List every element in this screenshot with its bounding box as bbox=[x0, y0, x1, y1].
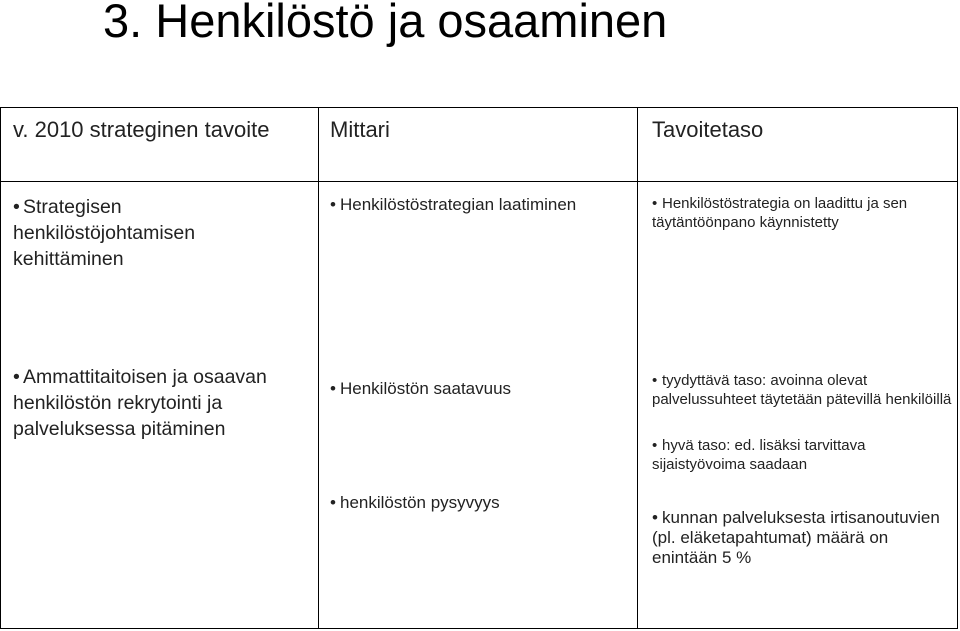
row2-target-2: • hyvä taso: ed. lisäksi tarvittava sijaistyövoima saadaan bbox=[652, 437, 866, 473]
bullet: • bbox=[652, 437, 658, 454]
row2-target-1: • tyydyttävä taso: avoinna olevat palvelussuhteet täytetään pätevillä henkilöillä bbox=[652, 372, 952, 408]
bullet: • bbox=[330, 195, 336, 214]
row1-metric: • Henkilöstöstrategian laatiminen bbox=[330, 195, 577, 214]
page-title: 3. Henkilöstö ja osaaminen bbox=[103, 0, 668, 47]
row2-metric-2: • henkilöstön pysyvyys bbox=[330, 493, 500, 512]
bullet: • bbox=[330, 379, 336, 398]
row2-target-3: • kunnan palveluksesta irtisanoutuvien (pl. eläketapahtumat) määrä on enintään 5 % bbox=[652, 508, 940, 567]
column-divider bbox=[637, 108, 638, 628]
bullet: • bbox=[13, 196, 20, 218]
header-metric: Mittari bbox=[330, 117, 390, 142]
header-goal: v. 2010 strateginen tavoite bbox=[13, 117, 270, 142]
row1-target: • Henkilöstöstrategia on laadittu ja sen täytäntöönpano käynnistetty bbox=[652, 195, 908, 231]
bullet: • bbox=[652, 372, 658, 389]
bullet: • bbox=[652, 508, 658, 527]
row2-goal: • Ammattitaitoisen ja osaavan henkilöstön rekrytointi ja palveluksessa pitäminen bbox=[13, 366, 267, 440]
row2-metric-1: • Henkilöstön saatavuus bbox=[330, 379, 512, 398]
bullet: • bbox=[13, 366, 20, 388]
bullet: • bbox=[652, 195, 658, 212]
row1-goal: • Strategisen henkilöstöjohtamisen kehittäminen bbox=[13, 196, 196, 270]
header-divider bbox=[1, 181, 957, 182]
header-target: Tavoitetaso bbox=[652, 117, 764, 142]
strategy-table bbox=[0, 107, 958, 629]
column-divider bbox=[318, 108, 319, 628]
bullet: • bbox=[330, 493, 336, 512]
